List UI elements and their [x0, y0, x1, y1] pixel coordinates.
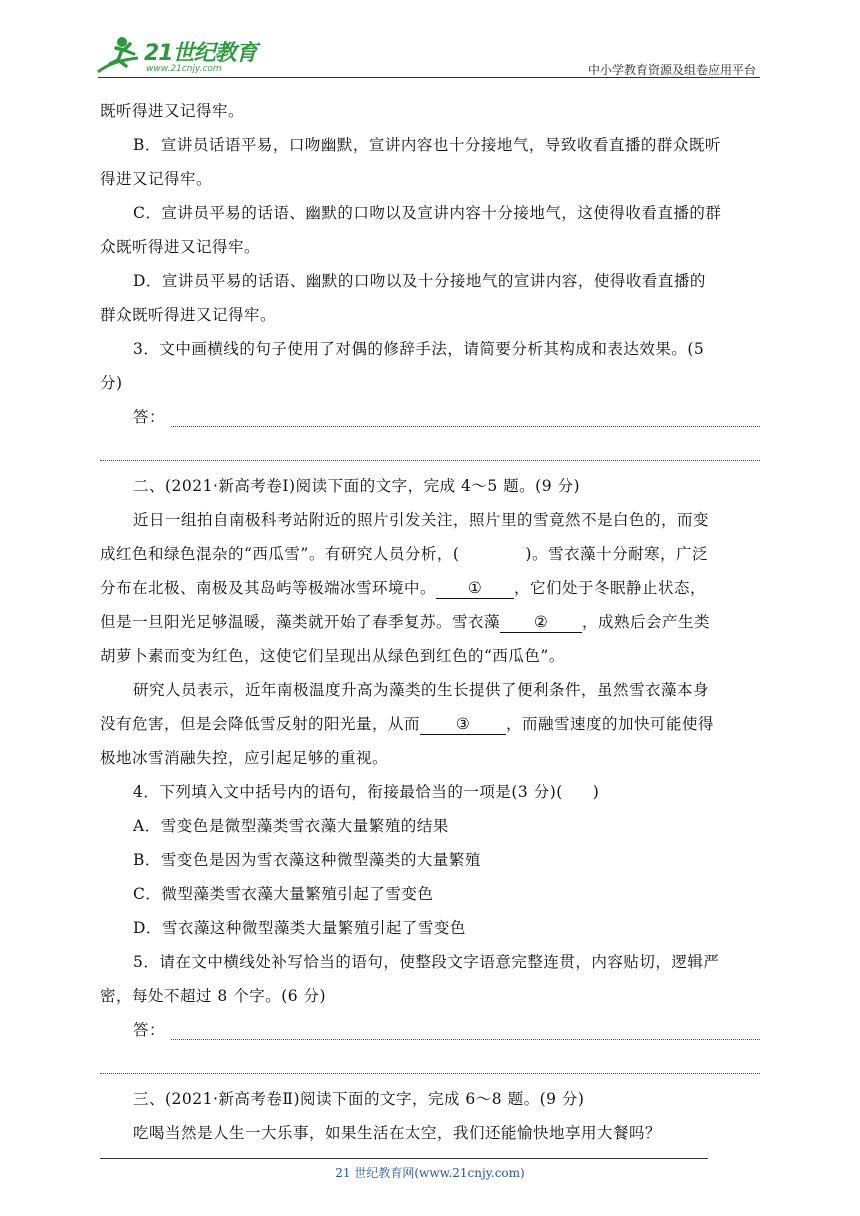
- runner-logo-icon: [94, 34, 144, 78]
- text-line: 密，每处不超过 8 个字。(6 分): [100, 987, 327, 1005]
- option-c-line: C．宣讲员平易的话语、幽默的口吻以及宣讲内容十分接地气，这使得收看直播的群: [133, 204, 722, 222]
- passage-text: 但是一旦阳光足够温暖，藻类就开始了春季复苏。雪衣藻: [100, 613, 501, 631]
- question-3: 3．文中画横线的句子使用了对偶的修辞手法，请简要分析其构成和表达效果。(5: [133, 340, 705, 358]
- passage-line: 吃喝当然是人生一大乐事，如果生活在太空，我们还能愉快地享用大餐吗？: [133, 1124, 662, 1142]
- question-text: 4．下列填入文中括号内的语句，衔接最恰当的一项是(3 分)(: [133, 783, 563, 801]
- text-line: 众既听得进又记得牢。: [100, 238, 261, 256]
- answer-area-q5[interactable]: [100, 1013, 760, 1047]
- question-5: 5．请在文中横线处补写恰当的语句，使整段文字语意完整连贯，内容贴切，逻辑严: [133, 953, 720, 971]
- answer-label: 答：: [133, 408, 166, 426]
- answer-dotted-line[interactable]: [171, 1021, 760, 1040]
- option-c[interactable]: C．微型藻类雪衣藻大量繁殖引起了雪变色: [133, 885, 434, 903]
- answer-label: 答：: [133, 1021, 166, 1039]
- blank-3[interactable]: ③: [420, 714, 506, 735]
- option-d[interactable]: D．雪衣藻这种微型藻类大量繁殖引起了雪变色: [133, 919, 466, 937]
- passage-text: 没有危害，但是会降低雪反射的阳光量，从而: [100, 715, 421, 733]
- page-header: [0, 0, 860, 80]
- passage-text: )。雪衣藻十分耐寒，广泛: [525, 545, 708, 563]
- passage-text: 成红色和绿色混杂的“西瓜雪”。有研究人员分析，(: [100, 545, 460, 563]
- section-3-heading: 三、(2021·新高考卷Ⅱ)阅读下面的文字，完成 6～8 题。(9 分): [133, 1090, 585, 1108]
- answer-dotted-line[interactable]: [171, 408, 760, 427]
- passage-line: 极地冰雪消融失控，应引起足够的重视。: [100, 749, 389, 767]
- site-logo[interactable]: [94, 34, 264, 78]
- logo-title: 21世纪教育: [144, 41, 257, 66]
- passage-line: 近日一组拍自南极科考站附近的照片引发关注，照片里的雪竟然不是白色的，而变: [133, 511, 710, 529]
- passage-text: 分布在北极、南极及其岛屿等极端冰雪环境中。: [100, 579, 437, 597]
- passage-line: 胡萝卜素而变为红色，这使它们呈现出从绿色到红色的“西瓜色”。: [100, 647, 565, 665]
- answer-area-q3[interactable]: [100, 400, 760, 434]
- passage-line: [100, 537, 760, 571]
- text-line: 得进又记得牢。: [100, 170, 213, 188]
- footer-link[interactable]: 21 世纪教育网(www.21cnjy.com): [335, 1166, 525, 1180]
- footer-divider: [100, 1158, 708, 1159]
- text-line: 群众既听得进又记得牢。: [100, 306, 277, 324]
- section-2-heading: 二、(2021·新高考卷Ⅰ)阅读下面的文字，完成 4～5 题。(9 分): [133, 477, 581, 495]
- option-b[interactable]: B．雪变色是因为雪衣藻这种微型藻类的大量繁殖: [133, 851, 481, 869]
- passage-line: [100, 707, 760, 741]
- option-a[interactable]: A．雪变色是微型藻类雪衣藻大量繁殖的结果: [133, 817, 449, 835]
- passage-line: 研究人员表示，近年南极温度升高为藻类的生长提供了便利条件，虽然雪衣藻本身: [133, 681, 710, 699]
- question-text: ): [592, 783, 600, 801]
- blank-1[interactable]: ①: [436, 578, 514, 599]
- passage-text: ，成熟后会产生类: [582, 613, 711, 631]
- blank-2[interactable]: ②: [500, 612, 582, 633]
- option-d-line: D．宣讲员平易的话语、幽默的口吻以及十分接地气的宣讲内容，使得收看直播的: [133, 272, 706, 290]
- answer-dotted-line[interactable]: [100, 1047, 760, 1074]
- header-platform-text: 中小学教育资源及组卷应用平台: [587, 63, 756, 77]
- answer-dotted-line[interactable]: [100, 434, 760, 461]
- passage-line: [100, 571, 760, 605]
- option-b-line: B．宣讲员话语平易，口吻幽默，宣讲内容也十分接地气，导致收看直播的群众既听: [133, 136, 721, 154]
- document-body: [100, 94, 760, 1150]
- question-4: [100, 775, 760, 809]
- passage-text: ，它们处于冬眠静止状态，: [514, 579, 707, 597]
- text-line: 既听得进又记得牢。: [100, 102, 245, 120]
- text-line: 分): [100, 374, 123, 392]
- passage-text: ，而融雪速度的加快可能使得: [506, 715, 715, 733]
- passage-line: [100, 605, 760, 639]
- logo-url: www.21cnjy.com: [146, 64, 222, 74]
- header-divider: [98, 77, 760, 78]
